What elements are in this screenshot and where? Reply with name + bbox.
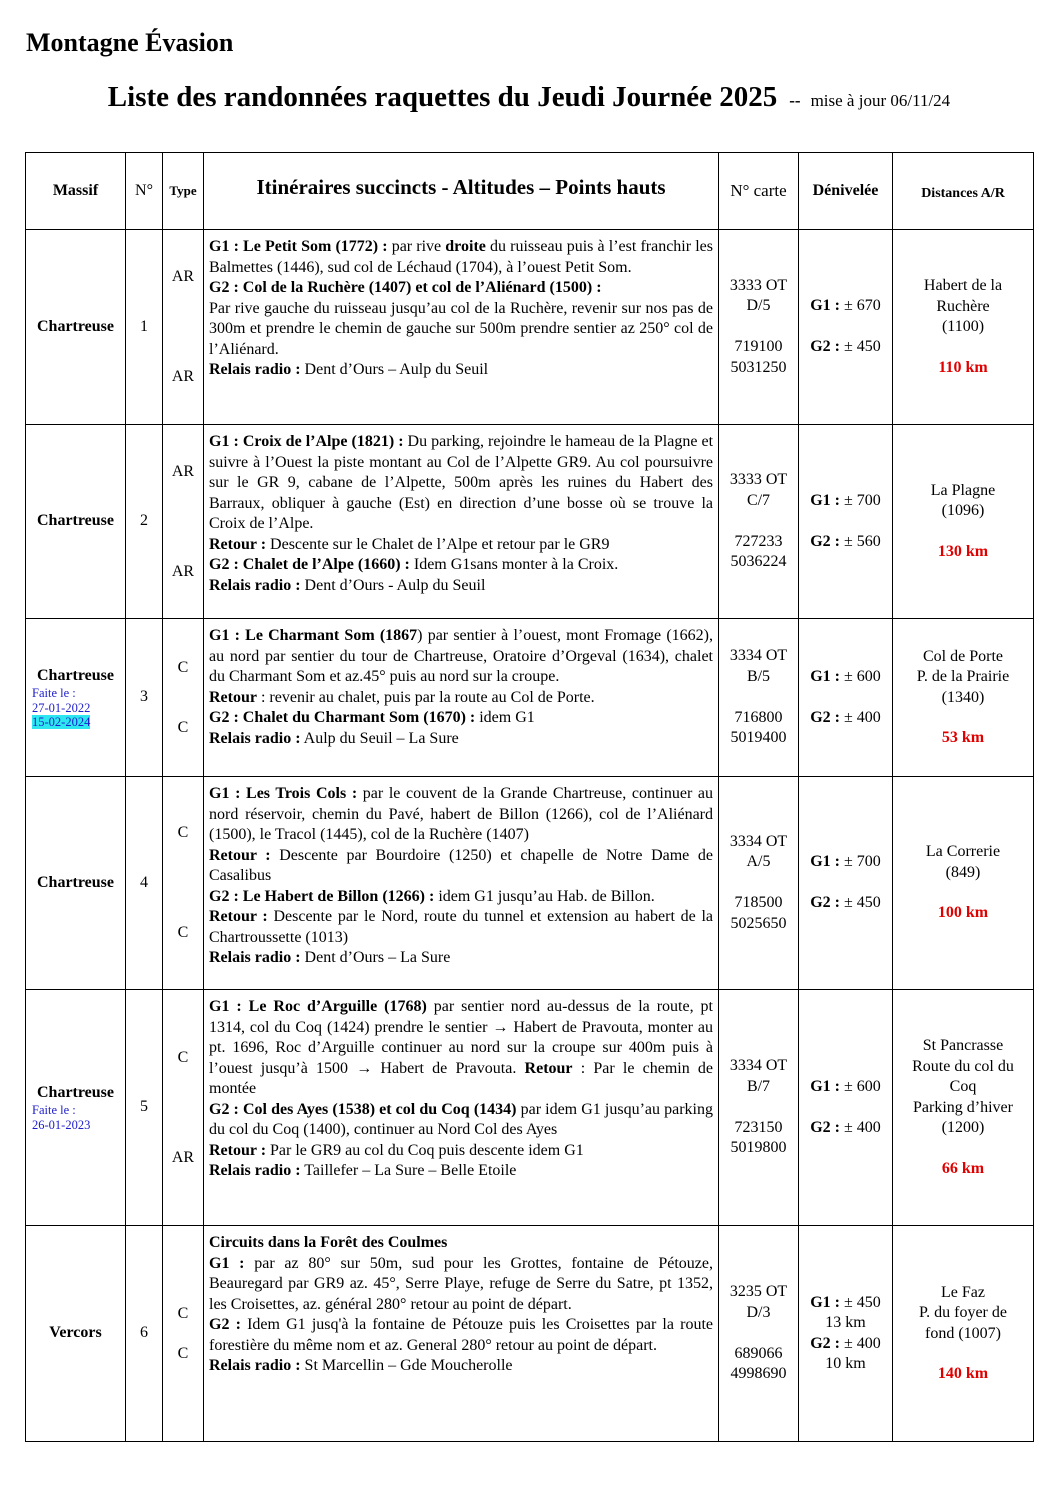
map-value: 716800 <box>734 708 783 726</box>
cell-map-number <box>719 990 799 1226</box>
map-value: B/5 <box>746 667 771 685</box>
type-value <box>163 327 203 347</box>
map-value <box>719 511 798 532</box>
elevation-group: G2 : <box>810 708 840 726</box>
table-row <box>26 777 1034 990</box>
itinerary-text: Idem G1sans monter à la Croix. <box>409 556 619 573</box>
map-value <box>719 317 798 338</box>
itinerary-text: : revenir au chalet, puis par la route au Col de Porte. <box>256 688 595 706</box>
cell-itinerary <box>204 425 719 619</box>
itinerary-text: Idem G1 jusq'à la fontaine de Pétouze puis les Croisettes par la route forestière du même nom et az. General 280° retour au point de départ. <box>209 1316 714 1354</box>
cell-itinerary <box>204 777 719 990</box>
cell-departure <box>893 777 1034 990</box>
itinerary-label: Retour <box>209 688 257 706</box>
departure-line: Habert de la <box>923 277 1003 294</box>
departure-line: Route du col du <box>912 1057 1014 1075</box>
elevation-line <box>799 1354 892 1375</box>
cell-elevation-gain <box>799 1226 893 1442</box>
cell-itinerary <box>204 990 719 1226</box>
departure-line: La Plagne <box>930 481 996 499</box>
elevation-line <box>799 491 892 512</box>
type-value <box>163 502 203 522</box>
elevation-line <box>799 873 892 894</box>
distance-km: 100 km <box>937 904 989 922</box>
itinerary-text: Du parking, rejoindre le hameau de la Plagne et suivre à l’Ouest la piste montant au Col de l’Alpette GR9. Au col poursuivre sur le GR 9, cabane de l’Alpette, 500m après les ruines du Habert des Barraux, obliquer à gauche (Est) en direction d’une bosse où se trouve la Croix de l’Alpe. <box>209 433 714 532</box>
map-value: 3334 OT <box>729 832 788 850</box>
type-value <box>163 482 203 502</box>
header-number: N° <box>126 153 163 230</box>
type-value <box>163 903 203 923</box>
itinerary-label: Relais radio : <box>209 729 301 747</box>
itinerary-line <box>209 360 713 381</box>
itinerary-line <box>209 237 713 278</box>
cell-map-number <box>719 777 799 990</box>
itinerary-line <box>209 278 713 299</box>
type-value <box>163 307 203 327</box>
departure-line: La Correrie <box>925 843 1001 861</box>
itinerary-text: par sentier nord au-dessus de la route, pt 1314, col du Coq (1424) prendre le sentier → Habert de Pravouta, monter au pt. 1696, Roc d’Arguille continuer au nord sur la croupe sur 400m puis à l’ouest jusqu’à 1500 → Habert de Pravouta. <box>209 998 714 1077</box>
itinerary-text: idem G1 jusqu’au Hab. de Billon. <box>434 887 655 905</box>
itinerary-label: Relais radio : <box>209 576 301 594</box>
type-value <box>163 1108 203 1128</box>
map-value: C/7 <box>746 491 771 509</box>
map-value: A/5 <box>746 853 771 871</box>
distance-km: 140 km <box>937 1365 989 1382</box>
elevation-line <box>799 1118 892 1139</box>
type-value: AR <box>171 1148 195 1166</box>
itinerary-label: Circuits dans la Forêt des Coulmes <box>209 1234 448 1251</box>
departure-line: Coq <box>949 1078 977 1095</box>
itinerary-label: G1 : <box>209 1254 245 1272</box>
elevation-value: ± 600 <box>840 1077 881 1095</box>
type-value: AR <box>171 268 195 285</box>
type-value <box>163 1128 203 1148</box>
map-value: D/3 <box>746 1303 771 1321</box>
elevation-group: G1 : <box>810 853 840 871</box>
map-value <box>719 1097 798 1118</box>
cell-massif <box>26 619 126 777</box>
itinerary-line <box>209 907 713 948</box>
map-value: 727233 <box>734 532 783 550</box>
type-value <box>163 678 203 698</box>
itinerary-line <box>209 846 713 887</box>
cell-elevation-gain <box>799 990 893 1226</box>
cell-number: 6 <box>126 1226 163 1442</box>
distance-km: 130 km <box>937 542 989 560</box>
cell-type <box>163 619 204 777</box>
elevation-line <box>799 1334 892 1355</box>
itinerary-line <box>209 688 713 709</box>
cell-itinerary <box>204 230 719 425</box>
departure-line: Le Faz <box>941 1283 985 1301</box>
itinerary-line <box>209 626 713 688</box>
itinerary-text: Par rive gauche du ruisseau jusqu’au col de la Ruchère, revenir sur nos pas de 300m et prendre le chemin de gauche sur 500m prendre sentier az 250° col de l’Aliénard. <box>209 299 713 358</box>
update-date: mise à jour 06/11/24 <box>810 91 951 110</box>
map-value: 723150 <box>734 1118 783 1136</box>
done-date-line <box>26 715 125 730</box>
itinerary-line <box>209 535 713 556</box>
itinerary-line <box>209 997 713 1100</box>
elevation-line <box>799 687 892 708</box>
type-value <box>163 542 203 562</box>
cell-number: 5 <box>126 990 163 1226</box>
type-value <box>163 883 203 903</box>
cell-map-number <box>719 1226 799 1442</box>
cell-elevation-gain <box>799 425 893 619</box>
map-value: 4998690 <box>730 1365 787 1383</box>
itinerary-text: Taillefer – La Sure – Belle Etoile <box>300 1162 517 1179</box>
itinerary-text: par le couvent de la Grande Chartreuse, continuer au nord réservoir, chemin du Pavé, habert de Billon (1266), col de l’Aliénard (1500), le Tracol (1445), col de la Ruchère (1407) <box>209 785 713 843</box>
map-value <box>719 873 798 894</box>
elevation-group: G2 : <box>810 1334 840 1352</box>
elevation-group: G2 : <box>810 1118 840 1136</box>
cell-massif <box>26 1226 126 1442</box>
elevation-group: G2 : <box>810 894 840 912</box>
departure-line: P. du foyer de <box>919 1304 1007 1321</box>
header-itinerary: Itinéraires succincts - Altitudes – Points hauts <box>204 153 719 230</box>
table-row <box>26 990 1034 1226</box>
map-value: 719100 <box>734 338 783 356</box>
cell-massif <box>26 425 126 619</box>
departure-line: (1200) <box>941 1119 985 1136</box>
itinerary-label: Retour : <box>209 535 267 553</box>
header-map-number: N° carte <box>719 153 799 230</box>
itinerary-label: G1 : Croix de l’Alpe (1821) : <box>209 433 404 450</box>
itinerary-label: G1 : Le Roc d’Arguille (1768) <box>209 998 427 1015</box>
type-value <box>163 1088 203 1108</box>
type-value: C <box>177 658 189 676</box>
done-date: 26-01-2023 <box>32 1117 91 1132</box>
itinerary-line <box>209 887 713 908</box>
departure-line: (849) <box>945 863 981 881</box>
itinerary-text: Dent d’Ours – La Sure <box>300 949 451 966</box>
type-value <box>163 522 203 542</box>
header-massif: Massif <box>26 153 126 230</box>
elevation-group: G2 : <box>810 338 840 356</box>
cell-elevation-gain <box>799 230 893 425</box>
type-value: C <box>177 1344 189 1362</box>
map-value <box>719 1323 798 1344</box>
elevation-line <box>799 893 892 914</box>
type-value <box>163 287 203 307</box>
organization-name: Montagne Évasion <box>26 28 234 57</box>
itinerary-line <box>209 1315 713 1356</box>
elevation-value: ± 600 <box>840 667 881 685</box>
elevation-line <box>799 852 892 873</box>
departure-line: P. de la Prairie <box>916 668 1010 685</box>
itinerary-text: Aulp du Seuil – La Sure <box>300 729 459 747</box>
type-value: C <box>177 1048 189 1066</box>
massif-name: Vercors <box>49 1324 102 1342</box>
elevation-line <box>799 511 892 532</box>
departure-line: (1100) <box>941 318 985 335</box>
elevation-line <box>799 1313 892 1334</box>
map-value: 3333 OT <box>729 276 788 294</box>
departure-line: Ruchère <box>936 297 990 315</box>
itinerary-label: G1 : Les Trois Cols : <box>209 785 358 802</box>
type-value <box>163 698 203 718</box>
itinerary-line <box>209 576 713 597</box>
map-value: 5019800 <box>730 1139 787 1157</box>
cell-map-number <box>719 230 799 425</box>
elevation-value: 10 km <box>825 1355 866 1372</box>
map-value: 3334 OT <box>729 647 788 665</box>
itinerary-text: par idem G1 jusqu’au parking du col du Coq (1400), continuer au Nord Col des Ayes <box>209 1100 714 1138</box>
cell-number: 1 <box>126 230 163 425</box>
elevation-group: G1 : <box>810 1293 840 1311</box>
departure-line: fond (1007) <box>925 1324 1001 1342</box>
elevation-group: G1 : <box>810 1077 840 1095</box>
elevation-line <box>799 317 892 338</box>
cell-number: 2 <box>126 425 163 619</box>
cell-type <box>163 777 204 990</box>
elevation-value: ± 560 <box>840 532 881 550</box>
itinerary-line <box>209 432 713 535</box>
itinerary-line <box>209 708 713 729</box>
itinerary-label: G2 : Col de la Ruchère (1407) et col de l’Aliénard (1500) : <box>209 279 602 296</box>
done-label: Faite le : <box>32 1103 76 1118</box>
table-row <box>26 1226 1034 1442</box>
itinerary-label: G1 : Le Petit Som (1772) : <box>209 238 388 255</box>
itinerary-line <box>209 555 713 576</box>
map-value: 5019400 <box>730 729 787 747</box>
type-value <box>163 347 203 367</box>
type-value: AR <box>171 462 195 480</box>
title-main: Liste des randonnées raquettes du Jeudi Journée 2025 <box>107 81 778 113</box>
map-value: 689066 <box>734 1344 783 1362</box>
cell-type <box>163 230 204 425</box>
itinerary-label: Relais radio : <box>209 361 301 378</box>
type-value: AR <box>171 368 195 385</box>
type-value <box>163 843 203 863</box>
elevation-group: G2 : <box>810 532 840 550</box>
map-value: 5031250 <box>730 358 787 376</box>
table-row <box>26 230 1034 425</box>
itinerary-line <box>209 1356 713 1377</box>
cell-massif <box>26 990 126 1226</box>
elevation-value: ± 400 <box>840 1334 881 1352</box>
type-value: AR <box>171 562 195 580</box>
type-value: C <box>177 718 189 736</box>
itinerary-line <box>209 1161 713 1182</box>
elevation-group: G1 : <box>810 297 840 315</box>
elevation-line <box>799 1077 892 1098</box>
cell-type <box>163 425 204 619</box>
itinerary-text: Descente par Bourdoire (1250) et chapelle de Notre Dame de Casalibus <box>209 846 713 884</box>
massif-name: Chartreuse <box>36 666 115 684</box>
cell-map-number <box>719 619 799 777</box>
elevation-line <box>799 708 892 729</box>
massif-name: Chartreuse <box>36 1083 115 1101</box>
itinerary-label: Retour <box>524 1059 573 1077</box>
elevation-line <box>799 296 892 317</box>
document-title <box>0 81 1058 114</box>
massif-name: Chartreuse <box>36 512 115 530</box>
cell-itinerary <box>204 1226 719 1442</box>
elevation-value: ± 400 <box>840 1118 881 1136</box>
itinerary-label: Relais radio : <box>209 1357 301 1374</box>
hikes-table <box>25 152 1034 1442</box>
elevation-value: ± 400 <box>840 708 881 726</box>
cell-type <box>163 1226 204 1442</box>
massif-name: Chartreuse <box>36 317 115 335</box>
cell-number: 4 <box>126 777 163 990</box>
itinerary-label: G2 : Le Habert de Billon (1266) : <box>209 887 435 905</box>
type-value <box>163 863 203 883</box>
title-dash: -- <box>789 91 801 110</box>
type-value: C <box>177 1304 189 1322</box>
itinerary-label: Retour : <box>209 908 268 925</box>
itinerary-text: par rive <box>387 238 446 255</box>
itinerary-text: ) par sentier à l’ouest, mont Fromage (1662), au nord par sentier du tour de Chartreuse, Oratoire d’Orgeval (1634), chalet du Charmant Som et az.45° puis au nord sur la croupe. <box>209 627 713 685</box>
distance-km: 53 km <box>941 729 985 746</box>
itinerary-line <box>209 299 713 361</box>
itinerary-label: G1 : Le Charmant Som (1867 <box>209 627 418 644</box>
itinerary-text: Dent d’Ours - Aulp du Seuil <box>300 576 486 594</box>
departure-line: St Pancrasse <box>922 1037 1004 1054</box>
map-value: 3334 OT <box>729 1057 788 1075</box>
header-departures <box>893 153 1034 230</box>
header-elevation-gain: Dénivelée <box>799 153 893 230</box>
elevation-value: ± 450 <box>840 894 881 912</box>
elevation-value: ± 450 <box>840 1293 881 1311</box>
itinerary-line <box>209 1141 713 1162</box>
elevation-line <box>799 337 892 358</box>
itinerary-label: Retour : <box>209 846 271 864</box>
cell-type <box>163 990 204 1226</box>
type-value: C <box>177 924 189 941</box>
elevation-value: 13 km <box>825 1314 866 1331</box>
itinerary-line <box>209 948 713 969</box>
itinerary-text: Dent d’Ours – Aulp du Seuil <box>300 361 489 378</box>
map-value: 5025650 <box>730 914 787 932</box>
map-value: B/7 <box>746 1077 771 1095</box>
itinerary-label: G2 : Chalet du Charmant Som (1670) : <box>209 709 476 726</box>
elevation-value: ± 670 <box>840 297 881 315</box>
itinerary-line <box>209 1100 713 1141</box>
elevation-value: ± 450 <box>840 338 881 356</box>
massif-name: Chartreuse <box>36 873 115 891</box>
itinerary-text: idem G1 <box>475 709 535 726</box>
itinerary-text: Descente sur le Chalet de l’Alpe et retour par le GR9 <box>266 535 610 553</box>
itinerary-text: du ruisseau puis à l’est franchir les Balmettes (1446), sud col de Léchaud (1704), à l’ouest Petit Som. <box>209 238 713 276</box>
done-date: 15-02-2024 <box>32 715 91 729</box>
cell-elevation-gain <box>799 619 893 777</box>
done-label: Faite le : <box>32 686 76 700</box>
itinerary-label: droite <box>445 238 486 255</box>
departure-line: Col de Porte <box>923 647 1003 665</box>
departure-line: (1340) <box>941 688 985 706</box>
itinerary-label: Relais radio : <box>209 1162 301 1179</box>
itinerary-text: par az 80° sur 50m, sud pour les Grottes, fontaine de Pétouze, Beauregard par GR9 az. 45°, Serre Playe, refuge de Serre du Satre, pt 1352, les Croisettes, az. général 280° retour au point de départ. <box>209 1254 713 1313</box>
map-value: 3333 OT <box>729 471 788 489</box>
map-value <box>719 687 798 708</box>
type-value: C <box>177 824 189 841</box>
cell-departure <box>893 230 1034 425</box>
elevation-group: G1 : <box>810 667 840 685</box>
itinerary-line <box>209 1233 713 1254</box>
table-row <box>26 619 1034 777</box>
elevation-value: ± 700 <box>840 853 881 871</box>
cell-number: 3 <box>126 619 163 777</box>
itinerary-label: Relais radio : <box>209 949 301 966</box>
done-date-line <box>26 701 125 716</box>
itinerary-label: G2 : Chalet de l’Alpe (1660) : <box>209 556 410 573</box>
elevation-line <box>799 1097 892 1118</box>
distance-km: 110 km <box>938 358 988 376</box>
cell-massif <box>26 777 126 990</box>
itinerary-text: : Par le chemin de montée <box>209 1059 714 1097</box>
itinerary-text: Descente par le Nord, route du tunnel et extension au habert de la Chartroussette (1013) <box>209 908 714 946</box>
map-value: 3235 OT <box>729 1283 788 1301</box>
itinerary-text: Par le GR9 au col du Coq puis descente idem G1 <box>266 1141 584 1159</box>
itinerary-line <box>209 784 713 846</box>
cell-departure <box>893 425 1034 619</box>
distance-km: 66 km <box>941 1159 985 1177</box>
table-row <box>26 425 1034 619</box>
departure-line: Parking d’hiver <box>913 1098 1013 1116</box>
elevation-line <box>799 1293 892 1314</box>
departure-line: (1096) <box>941 502 985 520</box>
cell-itinerary <box>204 619 719 777</box>
cell-departure <box>893 619 1034 777</box>
itinerary-line <box>209 1254 713 1316</box>
map-value: D/5 <box>746 297 771 315</box>
done-date: 27-01-2022 <box>32 700 91 715</box>
elevation-line <box>799 667 892 688</box>
elevation-line <box>799 532 892 553</box>
type-value <box>163 1068 203 1088</box>
cell-map-number <box>719 425 799 619</box>
itinerary-text: St Marcellin – Gde Moucherolle <box>300 1357 513 1374</box>
cell-elevation-gain <box>799 777 893 990</box>
itinerary-label: G2 : Col des Ayes (1538) et col du Coq (1434) <box>209 1100 517 1118</box>
done-date-line <box>26 1118 125 1133</box>
itinerary-line <box>209 729 713 750</box>
itinerary-label: Retour : <box>209 1141 267 1159</box>
table-header-row <box>26 153 1034 230</box>
itinerary-label: G2 : <box>209 1316 241 1333</box>
header-type: Type <box>163 153 204 230</box>
cell-departure <box>893 990 1034 1226</box>
type-value <box>163 1324 203 1344</box>
elevation-group: G1 : <box>810 491 840 509</box>
cell-massif <box>26 230 126 425</box>
map-value: 5036224 <box>730 553 787 571</box>
header-distances-label: Distances A/R <box>921 186 1005 201</box>
map-value: 718500 <box>734 894 783 912</box>
cell-departure <box>893 1226 1034 1442</box>
elevation-value: ± 700 <box>840 491 881 509</box>
